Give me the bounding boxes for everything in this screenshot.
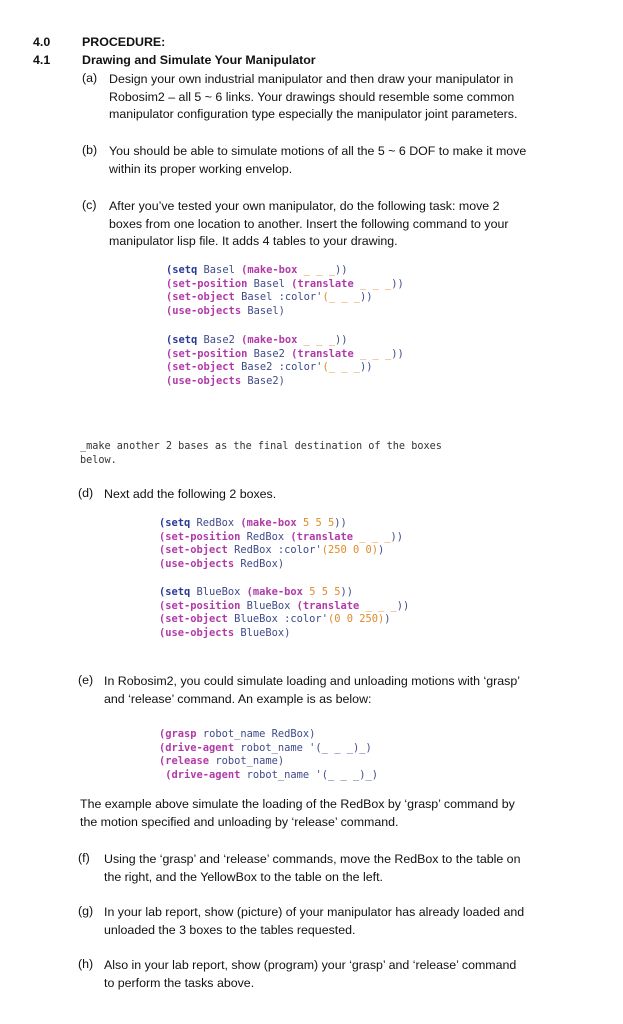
section-title: Drawing and Simulate Your Manipulator — [82, 53, 316, 67]
item-a-text: Design your own industrial manipulator and then draw your manipulator in Robosim2 – all 5 ~ 6 links. Your drawings should resemble some common manipulator configuration type especially the manipulator joint parameters. — [109, 72, 518, 122]
code-block-base1: (setq Basel (make-box _ _ _)) (set-position Basel (translate _ _ _)) (set-object Basel :color'(_ _ _)) (use-objects Basel) — [166, 264, 404, 317]
item-c-text: After you’ve tested your own manipulator, do the following task: move 2 boxes from one location to another. Insert the following command to your manipulator lisp file. It adds 4 tables to your drawing. — [109, 199, 509, 249]
section-number: 4.1 — [33, 53, 51, 67]
item-h-text: Also in your lab report, show (program) your ‘grasp’ and ‘release’ command to perform the tasks above. — [104, 958, 517, 990]
item-g-label: (g) — [78, 904, 94, 918]
item-a-label: (a) — [82, 71, 98, 85]
item-c-label: (c) — [82, 198, 97, 212]
code-block-bluebox: (setq BlueBox (make-box 5 5 5)) (set-position BlueBox (translate _ _ _)) (set-object BlueBox :color'(0 0 250)) (use-objects BlueBox) — [159, 586, 410, 639]
code-block-grasp: (grasp robot_name RedBox) (drive-agent robot_name '(_ _ _)_) (release robot_name) (drive-agent robot_name '(_ _ _)_) — [159, 728, 378, 781]
item-d-label: (d) — [78, 486, 94, 500]
item-h-label: (h) — [78, 957, 94, 971]
item-f-text: Using the ‘grasp’ and ‘release’ commands, move the RedBox to the table on the right, and the YellowBox to the table on the left. — [104, 852, 521, 884]
procedure-number: 4.0 — [33, 35, 51, 49]
item-e-text: In Robosim2, you could simulate loading and unloading motions with ‘grasp’ and ‘release’ command. An example is as below: — [104, 674, 521, 706]
item-g-text: In your lab report, show (picture) of your manipulator has already loaded and unloaded the 3 boxes to the tables requested. — [104, 905, 525, 937]
procedure-title: PROCEDURE: — [82, 35, 166, 49]
item-d-text: Next add the following 2 boxes. — [104, 487, 277, 501]
item-b-text: You should be able to simulate motions of all the 5 ~ 6 DOF to make it move within its proper working envelop. — [109, 144, 527, 176]
item-b-label: (b) — [82, 143, 98, 157]
code-block-base2: (setq Base2 (make-box _ _ _)) (set-position Base2 (translate _ _ _)) (set-object Base2 :color'(_ _ _)) (use-objects Base2) — [166, 334, 404, 387]
item-f-label: (f) — [78, 851, 90, 865]
item-e-explanation: The example above simulate the loading of the RedBox by ‘grasp’ command by the motion specified and unloading by ‘release’ command. — [80, 797, 515, 829]
note-text: _make another 2 bases as the final destination of the boxes below. — [80, 441, 442, 466]
item-e-label: (e) — [78, 673, 94, 687]
code-block-redbox: (setq RedBox (make-box 5 5 5)) (set-position RedBox (translate _ _ _)) (set-object RedBox :color'(250 0 0)) (use-objects RedBox) — [159, 517, 404, 570]
